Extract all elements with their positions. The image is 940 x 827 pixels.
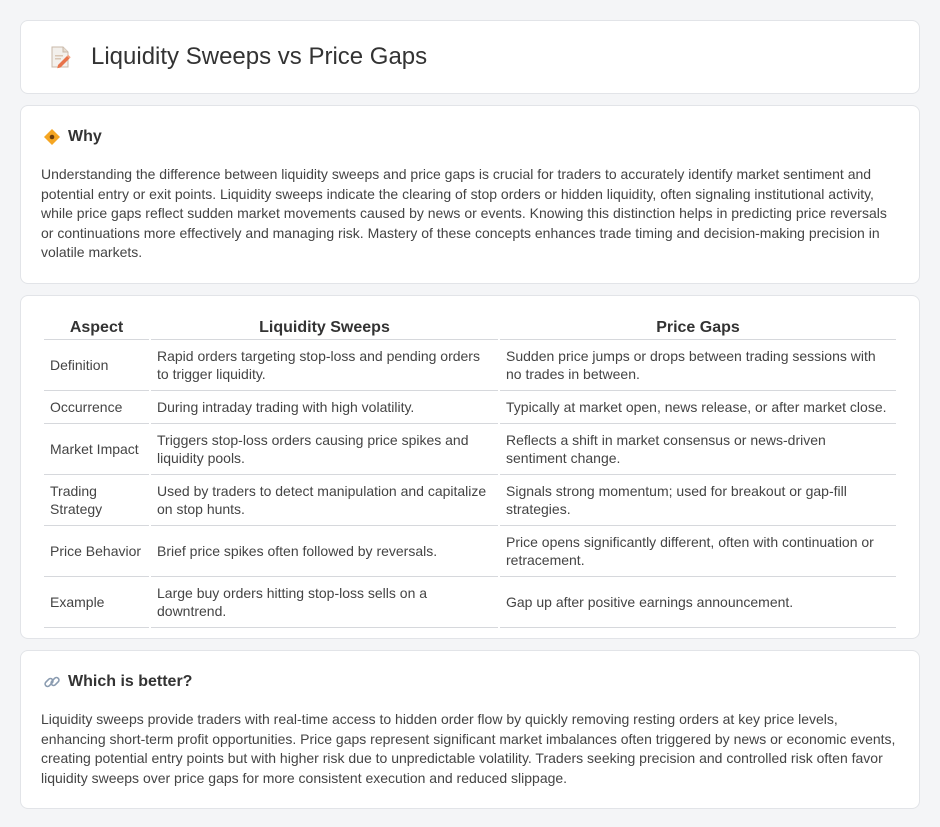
page-title: Liquidity Sweeps vs Price Gaps: [91, 43, 428, 70]
comparison-table: [42, 316, 898, 628]
table-cell-liquidity-sweeps: Triggers stop-loss orders causing price spikes and liquidity pools.: [151, 424, 498, 475]
which-better-text: Liquidity sweeps provide traders with real-time access to hidden order flow by quickly removing resting orders at key price levels, enhancing short-term profit opportunities. Price gaps represent significant market imbalances often triggered by news or economic events, creating potential entry points but with higher risk due to unpredictable volatility. Traders seeking precision and controlled risk often favor liquidity sweeps over price gaps for more consistent execution and reduced slippage.: [41, 711, 896, 786]
table-row: [44, 391, 896, 424]
table-cell-price-gaps: Sudden price jumps or drops between trading sessions with no trades in between.: [500, 340, 896, 391]
why-heading: [43, 128, 899, 146]
table-cell-price-gaps: Signals strong momentum; used for breakout or gap-fill strategies.: [500, 475, 896, 526]
which-better-heading: [43, 673, 899, 691]
table-row: [44, 526, 896, 577]
table-header-row: [44, 316, 896, 340]
table-cell-aspect: Definition: [44, 340, 149, 391]
column-header-price-gaps: Price Gaps: [500, 316, 896, 340]
table-cell-price-gaps: Typically at market open, news release, or after market close.: [500, 391, 896, 424]
table-cell-liquidity-sweeps: Large buy orders hitting stop-loss sells on a downtrend.: [151, 577, 498, 628]
table-cell-price-gaps: Gap up after positive earnings announcement.: [500, 577, 896, 628]
table-row: [44, 577, 896, 628]
why-title: Why: [68, 128, 102, 145]
table-row: [44, 424, 896, 475]
column-header-aspect: Aspect: [44, 316, 149, 340]
table-row: [44, 475, 896, 526]
table-cell-aspect: Occurrence: [44, 391, 149, 424]
why-text: Understanding the difference between liquidity sweeps and price gaps is crucial for traders to accurately identify market sentiment and potential entry or exit points. Liquidity sweeps indicate the clearing of stop orders or hidden liquidity, often signaling institutional activity, while price gaps reflect sudden market movements caused by news or events. Knowing this distinction helps in predicting price reversals or continuations more effectively and managing risk. Mastery of these concepts enhances trade timing and decision-making precision in volatile markets.: [41, 166, 887, 261]
table-cell-liquidity-sweeps: Used by traders to detect manipulation and capitalize on stop hunts.: [151, 475, 498, 526]
table-cell-aspect: Market Impact: [44, 424, 149, 475]
table-row: [44, 340, 896, 391]
table-cell-aspect: Example: [44, 577, 149, 628]
why-section: [20, 105, 920, 284]
link-icon: [43, 673, 61, 691]
table-cell-aspect: Trading Strategy: [44, 475, 149, 526]
table-cell-price-gaps: Reflects a shift in market consensus or news-driven sentiment change.: [500, 424, 896, 475]
table-cell-liquidity-sweeps: Rapid orders targeting stop-loss and pending orders to trigger liquidity.: [151, 340, 498, 391]
table-cell-liquidity-sweeps: During intraday trading with high volatility.: [151, 391, 498, 424]
header-card: [20, 20, 920, 94]
document-pencil-icon: [47, 44, 73, 70]
table-cell-price-gaps: Price opens significantly different, often with continuation or retracement.: [500, 526, 896, 577]
comparison-section: [20, 295, 920, 639]
table-cell-liquidity-sweeps: Brief price spikes often followed by reversals.: [151, 526, 498, 577]
table-cell-aspect: Price Behavior: [44, 526, 149, 577]
column-header-liquidity-sweeps: Liquidity Sweeps: [151, 316, 498, 340]
which-better-title: Which is better?: [68, 673, 193, 690]
diamond-sign-icon: [43, 128, 61, 146]
which-better-section: [20, 650, 920, 809]
